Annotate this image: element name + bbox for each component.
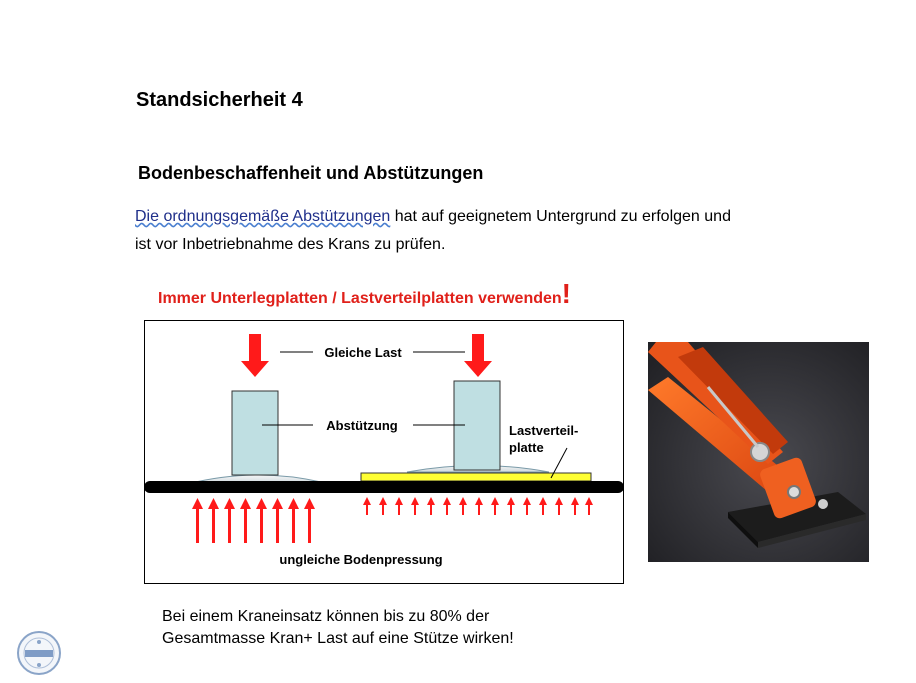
ground-pressure-diagram [144,320,624,584]
stamp-logo [16,630,62,676]
pressure-arrow [379,497,387,515]
body-text-rest: hat auf geeignetem Untergrund zu erfolgen und [390,208,731,225]
pressure-arrow [475,497,483,515]
label-plate-line-1: Lastverteil- [509,423,579,438]
diagram-svg [145,321,623,583]
body-paragraph [135,203,835,259]
pressure-arrow [395,497,403,515]
pressure-arrow [192,498,203,543]
pressure-arrow [443,497,451,515]
footer-line-1: Bei einem Kraneinsatz können bis zu 80% der [162,608,490,625]
pressure-arrow [555,497,563,515]
load-distribution-plate [361,473,591,481]
stamp-logo-svg [16,630,62,676]
pressure-arrow [256,498,267,543]
pressure-arrow [304,498,315,543]
pressure-arrow [208,498,219,543]
pressure-arrow [288,498,299,543]
outrigger-pillar-left [232,391,278,475]
pressure-arrow [411,497,419,515]
outrigger-photo-svg [648,342,869,562]
pressure-arrow [491,497,499,515]
body-line-2: ist vor Inbetriebnahme des Krans zu prüfen. [135,236,446,253]
pressure-arrows-left [192,498,315,543]
warning-text [158,278,571,310]
pressure-arrow [240,498,251,543]
pressure-arrow [224,498,235,543]
footer-line-2: Gesamtmasse Kran+ Last auf eine Stütze wirken! [162,630,514,647]
label-plate-line-2: platte [509,440,544,455]
label-support: Abstützung [326,418,398,433]
slide-title: Standsicherheit 4 [136,89,303,111]
pressure-arrow [539,497,547,515]
warning-label: Immer Unterlegplatten / Lastverteilplatten verwenden [158,290,562,307]
pressure-arrow [507,497,515,515]
pressure-arrow [571,497,579,515]
pressure-arrow [427,497,435,515]
load-arrow-left [241,334,269,377]
slide-subtitle: Bodenbeschaffenheit und Abstützungen [138,163,484,183]
load-arrow-right [464,334,492,377]
exclamation-mark: ! [561,278,571,309]
body-link[interactable]: Die ordnungsgemäße Abstützungen [135,208,391,225]
pressure-arrow [585,497,593,515]
pressure-arrow [523,497,531,515]
pressure-arrow [272,498,283,543]
label-uneven-ground-pressure: ungleiche Bodenpressung [279,552,443,567]
body-line-1 [135,203,835,231]
pressure-arrow [363,497,371,515]
pressure-arrow [459,497,467,515]
label-equal-load: Gleiche Last [324,345,402,360]
pressure-arrows-right [363,497,593,515]
outrigger-photo [648,342,869,562]
footer-note [162,606,514,650]
